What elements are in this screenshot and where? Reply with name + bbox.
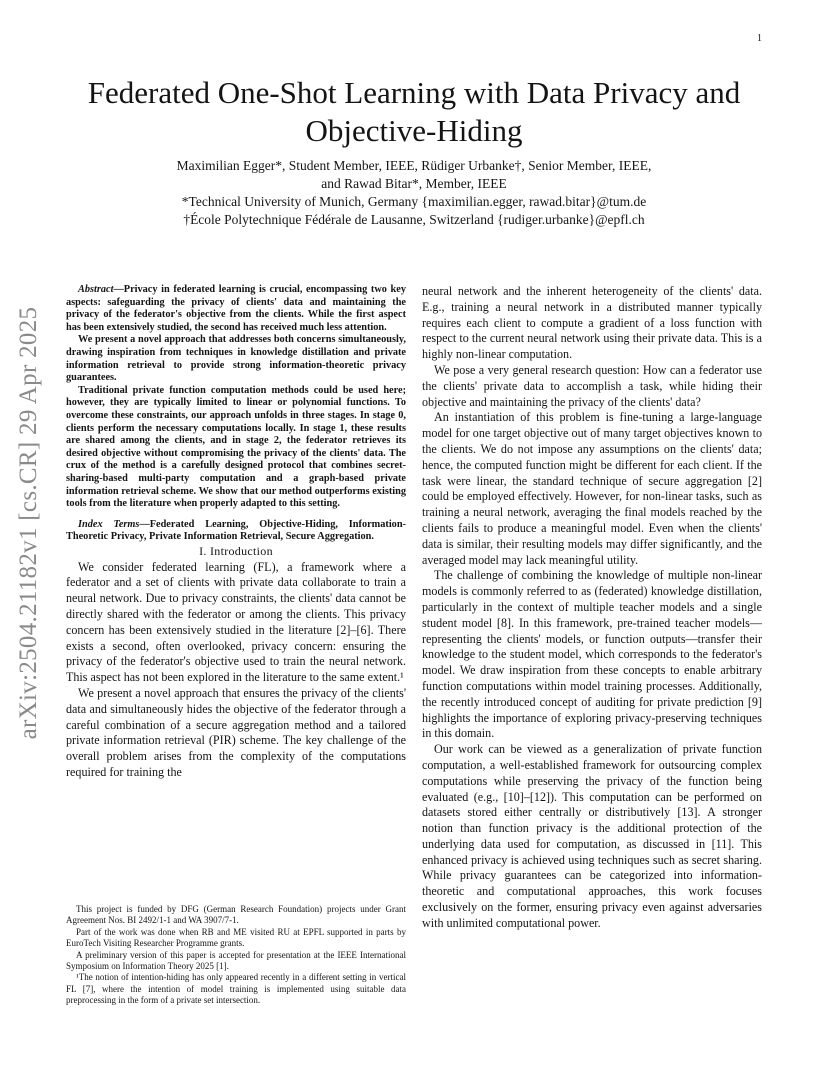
intro-paragraph: We present a novel approach that ensures the privacy of the clients' data and simultaneously hides the objective of the federator through a careful combination of a secure aggregation method and a tailored private information retrieval (PIR) scheme. The key challenge of the overall problem arises from the complexity of the computations required for training the [66, 686, 406, 780]
abstract-p1: —Privacy in federated learning is crucial, encompassing two key aspects: safeguarding the privacy of clients' data and maintaining the privacy of the federator's objective from the clients. While the first aspect has been extensively studied, the second has received much less attention. [66, 284, 406, 333]
right-column [422, 284, 762, 932]
index-terms [66, 519, 406, 544]
body-paragraph: We pose a very general research question: How can a federator use the clients' private data to accomplish a task, while hiding their objective and maintaining the privacy of the clients' data? [422, 362, 762, 409]
author-line-1: Maximilian Egger*, Student Member, IEEE, Rüdiger Urbanke†, Senior Member, IEEE, [176, 158, 652, 173]
affiliation-1: *Technical University of Munich, Germany {maximilian.egger, rawad.bitar}@tum.de [181, 194, 647, 209]
author-line-2: and Rawad Bitar*, Member, IEEE [321, 176, 507, 191]
section-heading: I. Introduction [199, 543, 273, 558]
arxiv-identifier: arXiv:2504.21182v1 [cs.CR] 29 Apr 2025 [15, 306, 42, 740]
page-number: 1 [757, 33, 762, 44]
abstract [66, 284, 406, 511]
footnote: ¹The notion of intention-hiding has only appeared recently in a different setting in vertical FL [7], where the intention of model training is implemented using suitable data preprocessing in the form of a private set intersection. [66, 972, 406, 1006]
footnote: This project is funded by DFG (German Research Foundation) projects under Grant Agreement Nos. BI 2492/1-1 and WA 3907/7-1. [66, 904, 406, 926]
body-paragraph: An instantiation of this problem is fine-tuning a large-language model for one target objective out of many target objectives known to the clients. We do not impose any assumptions on the clients' data; hence, the computed function might be different for each client. If the task were linear, the standard technique of secure aggregation [2] could be employed effectively. However, for non-linear tasks, such as training a neural network, averaging the final models reached by the clients fails to produce a meaningful model. Even when the clients' data is similar, their resulting models may differ significantly, and the averaged model may lack meaningful utility. [422, 410, 762, 567]
abstract-label: Abstract [78, 284, 114, 295]
body-paragraph: neural network and the inherent heterogeneity of the clients' data. E.g., training a neural network in a distributed manner typically requires each client to compute a gradient of a loss function with respect to the current neural network using their private data. This is a highly non-linear computation. [422, 284, 762, 362]
arxiv-sidebar [15, 286, 43, 760]
footnote: A preliminary version of this paper is accepted for presentation at the IEEE International Symposium on Information Theory 2025 [1]. [66, 949, 406, 972]
footnotes [66, 904, 406, 1007]
left-column [66, 284, 406, 781]
abstract-p3: Traditional private function computation methods could be used here; however, they are typically limited to linear or polynomial functions. To overcome these constraints, our approach unfolds in three stages. In stage 0, clients perform the necessary computations locally. In stage 1, these results are shared among the clients, and in stage 2, the federator retrieves its desired objective without compromising the privacy of the clients' data. The crux of the method is a carefully designed protocol that combines secret-sharing-based multi-party computation and a graph-based private information retrieval scheme. We show that our method outperforms existing tools from the literature when properly adapted to this setting. [66, 384, 406, 510]
index-terms-text: —Federated Learning, Objective-Hiding, Information-Theoretic Privacy, Private Information Retrieval, Secure Aggregation. [66, 518, 406, 543]
abstract-p2: We present a novel approach that addresses both concerns simultaneously, drawing inspiration from techniques in knowledge distillation and private information retrieval to provide strong information-theoretic privacy guarantees. [66, 334, 406, 384]
body-paragraph: The challenge of combining the knowledge of multiple non-linear models is commonly referred to as (federated) knowledge distillation, particularly in the context of multiple teacher models and a single student model [8]. In this framework, pre-trained teacher models—representing the clients' models, or function outputs—transfer their knowledge to the student model, which corresponds to the federator's model. We draw inspiration from these concepts to enable arbitrary function computations within model training processes. Additionally, the recently introduced concept of auditing for private prediction [9] highlights the importance of exploring privacy-preserving techniques in this domain. [422, 568, 762, 741]
intro-paragraph: We consider federated learning (FL), a framework where a federator and a set of clients with private data collaborate to train a neural network. Due to privacy constraints, the clients' data cannot be directly shared with the federator or among the clients. This privacy concern has been extensively studied in the literature [2]–[6]. There exists a second, often overlooked, privacy concern: ensuring the privacy of the federator's objective used to train the neural network. This aspect has not been explored in the literature to the same extent.¹ [66, 559, 406, 685]
index-terms-label: Index Terms [78, 518, 140, 530]
footnote: Part of the work was done when RB and ME visited RU at EPFL supported in parts by EuroTech Visiting Researcher Programme grants. [66, 926, 406, 949]
affiliation-2: †École Polytechnique Fédérale de Lausanne, Switzerland {rudiger.urbanke}@epfl.ch [183, 212, 645, 227]
author-block [60, 157, 768, 229]
paper-title: Federated One-Shot Learning with Data Privacy and Objective-Hiding [87, 75, 741, 148]
body-paragraph: Our work can be viewed as a generalization of private function computation, a well-established framework for outsourcing complex computations while preserving the privacy of the function being evaluated (e.g., [10]–[12]). This computation can be performed on datasets stored either centrally or distributively [13]. A stronger notion than function privacy is the additional protection of the underlying data used for computation, as discussed in [11]. This enhanced privacy is achieved using techniques such as secret sharing. While privacy guarantees can be categorized into information-theoretic and computational approaches, this work focuses exclusively on the former, ensuring privacy even against adversaries with unlimited computational power. [422, 742, 762, 930]
